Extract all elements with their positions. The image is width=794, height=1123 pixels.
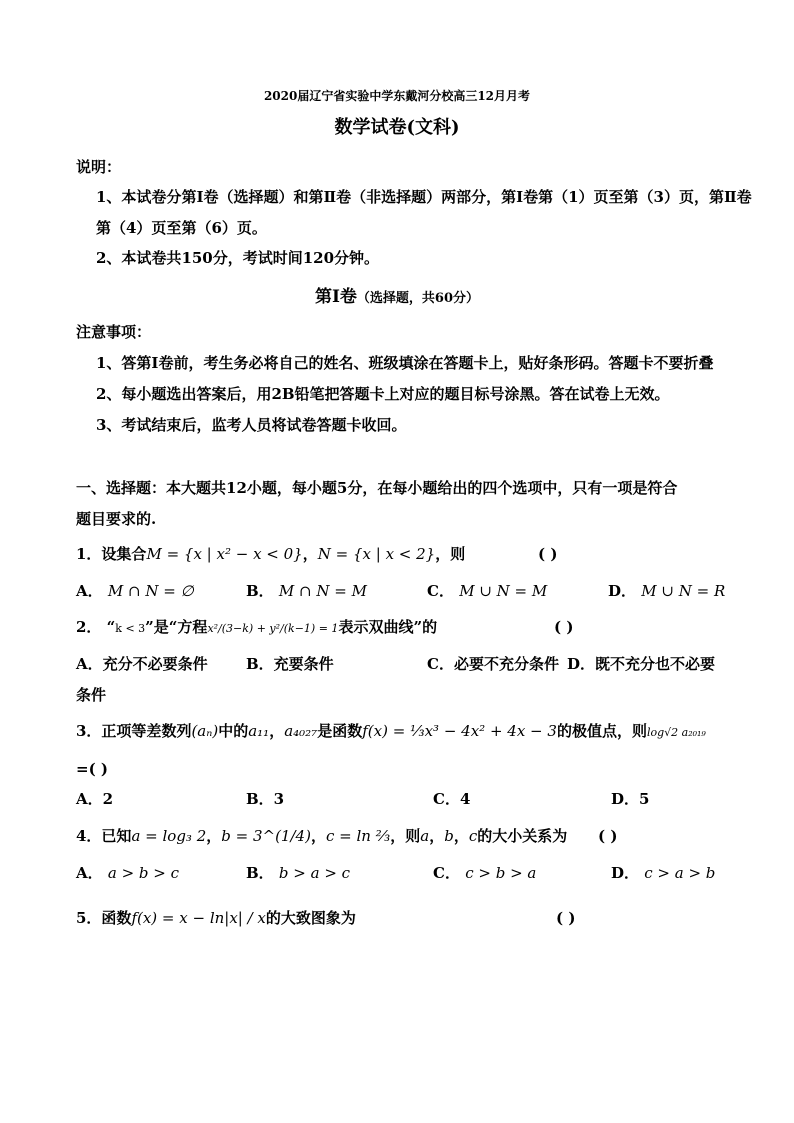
q4-option-c-label: C．	[433, 864, 460, 882]
section1-intro-cont: 题目要求的.	[76, 510, 157, 528]
question-1	[76, 544, 465, 564]
q1-option-a	[76, 581, 194, 601]
q3-option-a: A．2	[76, 790, 114, 808]
q3-a11: a₁₁	[248, 722, 270, 740]
q5-function: f(x) = x − ln|x| / x	[131, 909, 266, 927]
q1-option-c	[427, 581, 547, 601]
q4-option-b-label: B．	[246, 864, 274, 882]
q1-set-m: M = {x | x² − x < 0}	[146, 545, 303, 563]
q4-option-d	[611, 863, 715, 883]
q4-option-c-text: c > b > a	[465, 864, 537, 882]
q4-option-b-text: b > a > c	[278, 864, 351, 882]
q2-equation: x²/(3−k) + y²/(k−1) = 1	[207, 622, 339, 635]
q3-mid1: 中的	[218, 722, 249, 740]
q1-option-d	[608, 581, 725, 601]
q3-a4027: a₄₀₂₇	[284, 722, 318, 740]
q4-mid: ，则	[390, 827, 421, 845]
q3-option-c: C．4	[433, 790, 471, 808]
q5-suffix: 的大致图象为	[265, 909, 356, 927]
q3-mid3: 的极值点，则	[556, 722, 647, 740]
q4-option-a-label: A．	[76, 864, 103, 882]
instructions-heading: 说明：	[76, 158, 122, 176]
q4-option-b	[246, 863, 350, 883]
q1-comma: ，	[302, 545, 318, 563]
q1-answer-paren: ( )	[538, 545, 558, 563]
notes-item-2: 2、每小题选出答案后，用2B铅笔把答题卡上对应的题目标号涂黑。答在试卷上无效。	[96, 385, 670, 403]
q2-condition: k < 3	[115, 622, 146, 635]
q1-option-d-text: M ∪ N = R	[641, 582, 726, 600]
q4-option-c	[433, 863, 536, 883]
q2-prefix: 2． “	[76, 618, 116, 636]
q1-option-b	[246, 581, 367, 601]
q5-answer-paren: ( )	[556, 909, 576, 927]
section1-intro: 一、选择题：本大题共12小题，每小题5分，在每小题给出的四个选项中，只有一项是符合	[76, 479, 678, 497]
q1-suffix: ，则	[435, 545, 466, 563]
part1-title-sub: （选择题，共60分）	[356, 291, 480, 306]
q2-option-b: B．充要条件	[246, 655, 334, 673]
instructions-item-1: 1、本试卷分第Ⅰ卷（选择题）和第Ⅱ卷（非选择题）两部分，第Ⅰ卷第（1）页至第（3）页，第Ⅱ卷	[96, 188, 752, 206]
subject-title: 数学试卷(文科)	[334, 117, 460, 138]
q3-option-d: D．5	[611, 790, 650, 808]
q4-suffix: 的大小关系为	[477, 827, 568, 845]
q4-option-d-label: D．	[611, 864, 640, 882]
exam-title: 2020届辽宁省实验中学东戴河分校高三12月月考	[263, 89, 531, 103]
q4-a: a = log₃ 2	[131, 827, 207, 845]
q2-suffix: 表示双曲线”的	[338, 618, 438, 636]
q1-option-d-label: D．	[608, 582, 637, 600]
notes-item-1: 1、答第Ⅰ卷前，考生务必将自己的姓名、班级填涂在答题卡上，贴好条形码。答题卡不要折叠	[96, 354, 714, 372]
q3-mid2: 是函数	[317, 722, 363, 740]
instructions-item-2: 2、本试卷共150分，考试时间120分钟。	[96, 249, 380, 267]
q4-option-d-text: c > a > b	[644, 864, 716, 882]
q3-comma: ，	[269, 722, 285, 740]
q1-option-c-label: C．	[427, 582, 454, 600]
q2-option-a: A．充分不必要条件	[76, 655, 208, 673]
q1-option-a-text: M ∩ N = ∅	[107, 582, 194, 600]
q4-prefix: 4．已知	[76, 827, 132, 845]
q3-prefix: 3．正项等差数列	[76, 722, 192, 740]
q4-answer-paren: ( )	[598, 827, 618, 845]
question-4: 4．已知a = log₃ 2，b = 3^(1/4)，c = ln ⅔，则a，b，c的大小关系为	[76, 827, 568, 845]
q1-prefix: 1．设集合	[76, 545, 147, 563]
q3-log: log√2 a₂₀₁₉	[646, 726, 706, 739]
q3-function: f(x) = ⅓x³ − 4x² + 4x − 3	[362, 722, 557, 740]
q3-option-b: B．3	[246, 790, 285, 808]
question-3-cont: =( )	[76, 760, 108, 778]
q2-option-d: D．既不充分也不必要	[567, 655, 716, 673]
q5-prefix: 5．函数	[76, 909, 132, 927]
q1-set-n: N = {x | x < 2}	[317, 545, 436, 563]
instructions-item-1-cont: 第（4）页至第（6）页。	[96, 219, 267, 237]
q2-answer-paren: ( )	[554, 618, 574, 636]
q4-option-a	[76, 863, 179, 883]
q1-option-c-text: M ∪ N = M	[459, 582, 548, 600]
notes-item-3: 3、考试结束后，监考人员将试卷答题卡收回。	[96, 416, 407, 434]
q2-option-c: C．必要不充分条件	[427, 655, 559, 673]
question-5	[76, 908, 356, 928]
part1-title	[0, 287, 794, 309]
q1-option-b-label: B．	[246, 582, 274, 600]
q1-option-b-text: M ∩ N = M	[278, 582, 367, 600]
q4-b: b = 3^(1/4)	[221, 827, 311, 845]
question-2	[76, 617, 437, 639]
q3-sequence: (aₙ)	[191, 722, 219, 740]
q1-option-a-label: A．	[76, 582, 103, 600]
q4-c: c = ln ⅔	[325, 827, 391, 845]
notes-heading: 注意事项：	[76, 323, 152, 341]
q2-option-d-cont: 条件	[76, 686, 107, 704]
q4-option-a-text: a > b > c	[107, 864, 180, 882]
question-3	[76, 721, 706, 743]
q2-mid: ”是“方程	[145, 618, 208, 636]
part1-title-main: 第Ⅰ卷	[314, 287, 357, 307]
